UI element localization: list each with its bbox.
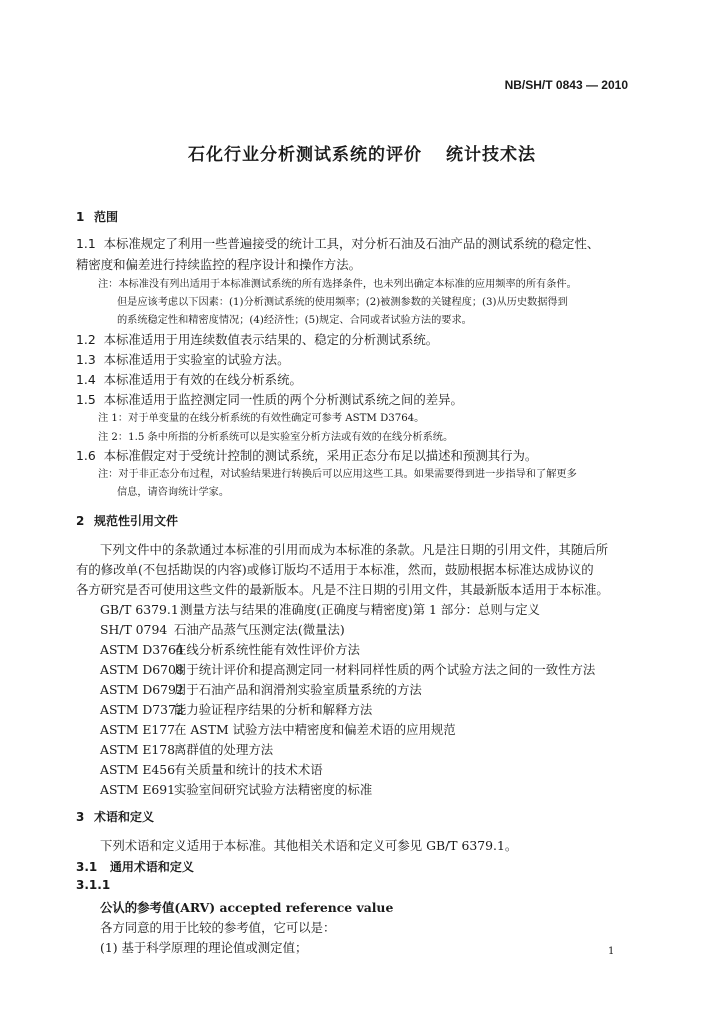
- note-1-1-line-3: 的系统稳定性和精密度情况；(4)经济性；(5)规定、合同或者试验方法的要求。: [117, 315, 472, 326]
- term-accepted-reference-value: 公认的参考值(ARV) accepted reference value: [100, 900, 394, 915]
- clause-1-2: 1.2 本标准适用于用连续数值表示结果的、稳定的分析测试系统。: [76, 332, 439, 347]
- section-3-intro: 下列术语和定义适用于本标准。其他相关术语和定义可参见 GB/T 6379.1。: [100, 838, 518, 853]
- section-2-intro-line-3: 各方研究是否可使用这些文件的最新版本。凡是不注日期的引用文件，其最新版本适用于本标准。: [76, 582, 609, 597]
- clause-3-1-heading: 3.1 通用术语和定义: [76, 860, 194, 874]
- term-definition-item-1: (1) 基于科学原理的理论值或测定值；: [100, 940, 308, 955]
- reference-item: ASTM E177在 ASTM 试验方法中精密度和偏差术语的应用规范: [100, 722, 456, 737]
- document-title: [0, 140, 724, 165]
- clause-1-6: 1.6 本标准假定对于受统计控制的测试系统，采用正态分布足以描述和预测其行为。: [76, 448, 538, 463]
- title-main: 石化行业分析测试系统的评价: [188, 145, 422, 165]
- clause-3-1-1-number: 3.1.1: [76, 878, 111, 892]
- note-1-6-line-2: 信息，请咨询统计学家。: [117, 487, 230, 498]
- note-1-1-line-2: 但是应该考虑以下因素：(1)分析测试系统的使用频率；(2)被测参数的关键程度；(3)从历史数据得到: [117, 297, 568, 308]
- title-sub: 统计技术法: [446, 145, 536, 165]
- note-1-5-1: 注 1：对于单变量的在线分析系统的有效性确定可参考 ASTM D3764。: [98, 413, 425, 424]
- note-1-6-line-1: 注：对于非正态分布过程，对试验结果进行转换后可以应用这些工具。如果需要得到进一步指导和了解更多: [98, 469, 577, 480]
- reference-item: ASTM E691实验室间研究试验方法精密度的标准: [100, 782, 373, 797]
- clause-1-3: 1.3 本标准适用于实验室的试验方法。: [76, 352, 290, 367]
- reference-item: SH/T 0794 石油产品蒸气压测定法(微量法): [100, 622, 345, 637]
- note-1-5-2: 注 2：1.5 条中所指的分析系统可以是实验室分析方法或有效的在线分析系统。: [98, 432, 454, 443]
- section-1-heading: 1 范围: [76, 210, 119, 224]
- section-2-intro-line-2: 有的修改单(不包括勘误的内容)或修订版均不适用于本标准，然而，鼓励根据本标准达成协议的: [76, 562, 594, 577]
- clause-1-4: 1.4 本标准适用于有效的在线分析系统。: [76, 372, 302, 387]
- reference-item: ASTM D7372能力验证程序结果的分析和解释方法: [100, 702, 373, 717]
- section-3-heading: 3 术语和定义: [76, 810, 155, 824]
- reference-item: ASTM D6792用于石油产品和润滑剂实验室质量系统的方法: [100, 682, 422, 697]
- section-2-heading: 2 规范性引用文件: [76, 514, 179, 528]
- reference-item: ASTM D3764在线分析系统性能有效性评价方法: [100, 642, 360, 657]
- page-number: 1: [608, 946, 615, 957]
- reference-item: ASTM E456有关质量和统计的技术术语: [100, 762, 323, 777]
- term-definition: 各方同意的用于比较的参考值，它可以是：: [100, 920, 336, 935]
- section-2-intro-line-1: 下列文件中的条款通过本标准的引用而成为本标准的条款。凡是注日期的引用文件，其随后所: [100, 542, 609, 557]
- reference-item: ASTM E178离群值的处理方法: [100, 742, 274, 757]
- clause-1-1: 1.1 本标准规定了利用一些普遍接受的统计工具，对分析石油及石油产品的测试系统的稳定性、: [76, 236, 600, 251]
- reference-item: ASTM D6708用于统计评价和提高测定同一材料同样性质的两个试验方法之间的一致性方法: [100, 662, 596, 677]
- standard-number: NB/SH/T 0843 — 2010: [504, 78, 628, 92]
- clause-1-1-cont: 精密度和偏差进行持续监控的程序设计和操作方法。: [76, 257, 361, 272]
- reference-item: GB/T 6379.1测量方法与结果的准确度(正确度与精密度)第 1 部分：总则与定义: [100, 602, 540, 617]
- clause-1-5: 1.5 本标准适用于监控测定同一性质的两个分析测试系统之间的差异。: [76, 392, 463, 407]
- note-1-1-line-1: 注：本标准没有列出适用于本标准测试系统的所有选择条件，也未列出确定本标准的应用频率的所有条件。: [98, 279, 577, 290]
